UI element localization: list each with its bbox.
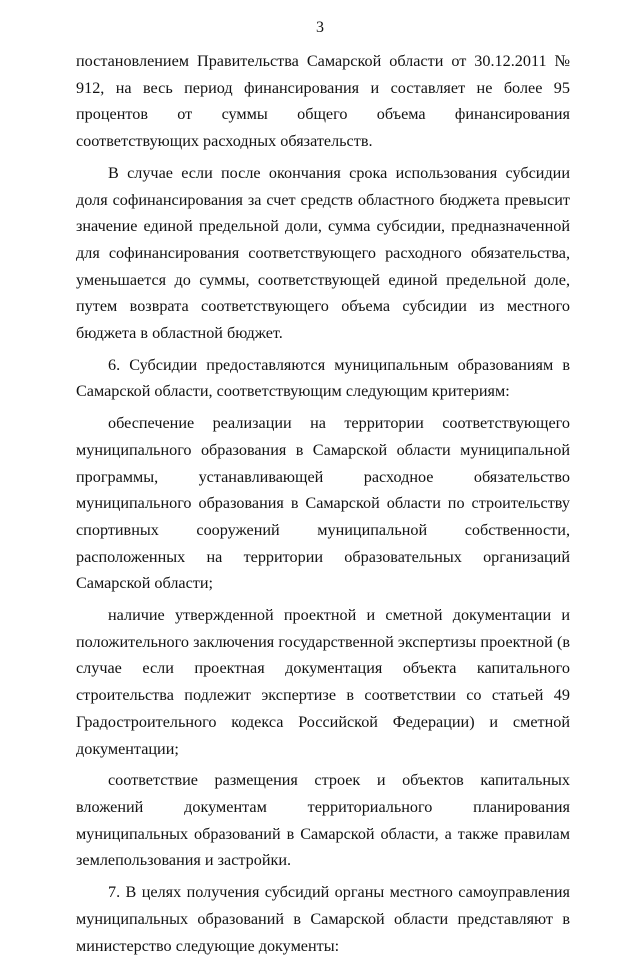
paragraph-continuation: постановлением Правительства Самарской области от 30.12.2011 № 912, на весь период финансирования и составляет не более 95 процентов от суммы общего объема финансирования соответствующих расходных обязательств. <box>76 52 570 151</box>
page-number: 3 <box>316 19 324 36</box>
paragraph-criterion-program: обеспечение реализации на территории соответствующего муниципального образования в Самарской области муниципальной программы, устанавливающей расходное обязательство муниципального образования в Самарской области по строительству спортивных сооружений муниципальной собственности, расположенных на территории образовательных организаций Самарской области; <box>76 414 570 593</box>
paragraph-item-6: 6. Субсидии предоставляются муниципальным образованиям в Самарской области, соответствующим следующим критериям: <box>76 355 570 401</box>
paragraph-subsidy-reduction: В случае если после окончания срока использования субсидии доля софинансирования за счет средств областного бюджета превысит значение единой предельной доли, сумма субсидии, предназначенной для софинансирования соответствующего расходного обязательства, уменьшается до суммы, соответствующей единой предельной доле, путем возврата соответствующего объема субсидии из местного бюджета в областной бюджет. <box>76 163 570 343</box>
paragraph-criterion-documentation: наличие утвержденной проектной и сметной документации и положительного заключения государственной экспертизы проектной (в случае если проектная документация объекта капитального строительства подлежит экспертизе в соответствии со статьей 49 Градостроительного кодекса Российской Федерации) и сметной документации; <box>76 606 570 758</box>
document-body <box>76 48 570 964</box>
paragraph-item-7: 7. В целях получения субсидий органы местного самоуправления муниципальных образований в Самарской области представляют в министерство следующие документы: <box>76 883 570 955</box>
paragraph-criterion-planning: соответствие размещения строек и объектов капитальных вложений документам территориального планирования муниципальных образований в Самарской области, а также правилам землепользования и застройки. <box>76 771 570 870</box>
